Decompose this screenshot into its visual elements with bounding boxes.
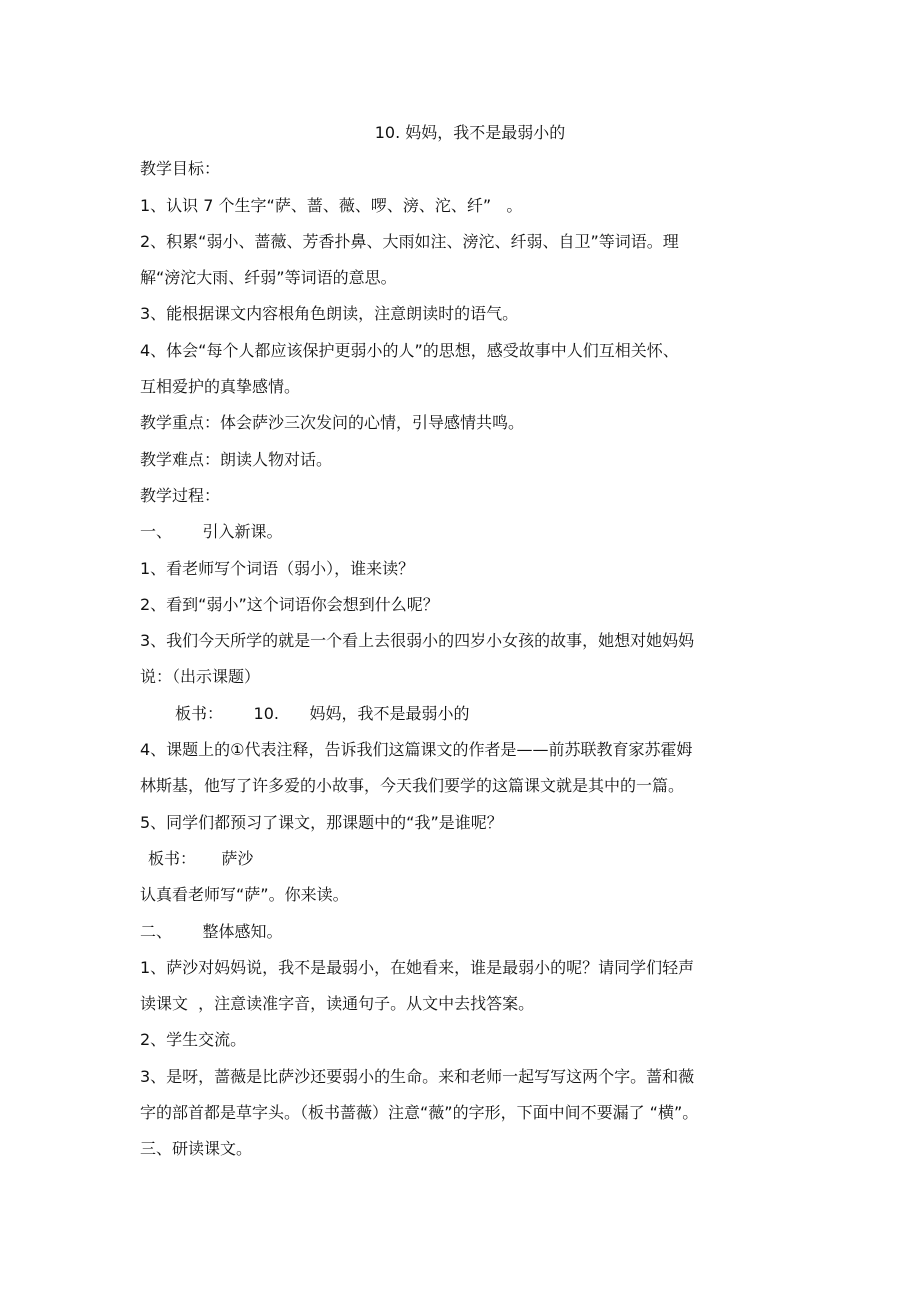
text-line: 教学过程： [140, 485, 221, 505]
text-line: 字的部首都是草字头。（板书蔷薇）注意“薇”的字形，下面中间不要漏了 “横”。 [140, 1103, 699, 1123]
text-line: 5、同学们都预习了课文，那课题中的“我”是谁呢？ [140, 812, 503, 832]
text-line: 读课文 ，注意读准字音，读通句子。从文中去找答案。 [140, 994, 535, 1014]
text-line: 4、体会“每个人都应该保护更弱小的人”的思想，感受故事中人们互相关怀、 [140, 340, 679, 360]
text-line: 一、 引入新课。 [140, 522, 283, 542]
text-line: 4、课题上的①代表注释，告诉我们这篇课文的作者是——前苏联教育家苏霍姆 [140, 740, 693, 760]
text-line: 3、我们今天所学的就是一个看上去很弱小的四岁小女孩的故事，她想对她妈妈 [140, 631, 695, 651]
text-line: 说：（出示课题） [140, 667, 261, 687]
blackboard-line: 板书： 10. 妈妈，我不是最弱小的 [175, 703, 470, 723]
text-line: 3、能根据课文内容根角色朗读，注意朗读时的语气。 [140, 304, 519, 324]
text-line: 3、是呀，蔷薇是比萨沙还要弱小的生命。来和老师一起写写这两个字。蔷和薇 [140, 1066, 695, 1086]
text-line: 教学目标： [140, 159, 221, 179]
text-line: 认真看老师写“萨”。你来读。 [140, 885, 349, 905]
blackboard-line: 板书： 萨沙 [148, 848, 254, 868]
text-line: 解“滂沱大雨、纤弱”等词语的意思。 [140, 268, 397, 288]
text-line: 2、积累“弱小、蔷薇、芳香扑鼻、大雨如注、滂沱、纤弱、自卫”等词语。理 [140, 231, 679, 251]
text-line: 1、萨沙对妈妈说，我不是最弱小，在她看来，谁是最弱小的呢？请同学们轻声 [140, 957, 695, 977]
text-line: 教学重点：体会萨沙三次发问的心情，引导感情共鸣。 [140, 413, 525, 433]
text-line: 二、 整体感知。 [140, 921, 283, 941]
document-page [140, 119, 780, 1172]
text-line: 互相爱护的真挚感情。 [140, 377, 301, 397]
text-line: 教学难点：朗读人物对话。 [140, 449, 333, 469]
text-line: 2、看到“弱小”这个词语你会想到什么呢？ [140, 594, 439, 614]
text-line: 林斯基，他写了许多爱的小故事，今天我们要学的这篇课文就是其中的一篇。 [140, 776, 685, 796]
text-line: 2、学生交流。 [140, 1030, 247, 1050]
text-line: 1、认识 7 个生字“萨、蔷、薇、啰、滂、沱、纤” 。 [140, 195, 523, 215]
text-line: 三、研读课文。 [140, 1139, 253, 1159]
text-line: 1、看老师写个词语（弱小），谁来读？ [140, 558, 415, 578]
document-title: 10. 妈妈，我不是最弱小的 [374, 123, 566, 142]
